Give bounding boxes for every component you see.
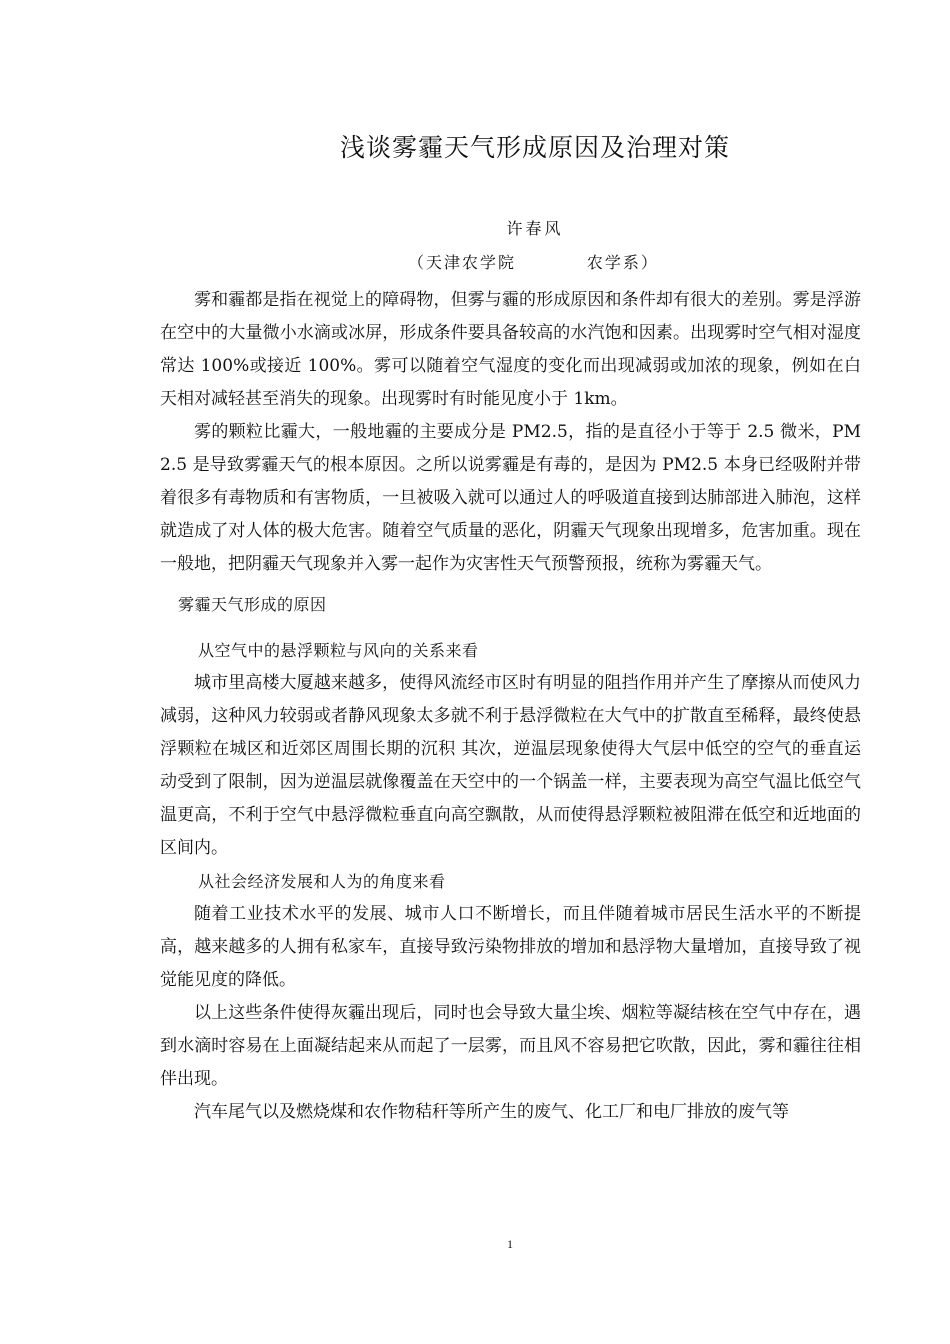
subsection-1-paragraph: 城市里高楼大厦越来越多，使得风流经市区时有明显的阻挡作用并产生了摩擦从而使风力减弱，这种风力较弱或者静风现象太多就不利于悬浮微粒在大气中的扩散直至稀释，最终使悬浮颗粒在城区和近郊区周围长期的沉积 其次，逆温层现象使得大气层中低空的空气的垂直运动受到了限制，因为逆温层就像覆盖在天空中的一个锅盖一样，主要表现为高空气温比低空气温更高，不利于空气中悬浮微粒垂直向高空飘散，从而使得悬浮颗粒被阻滞在低空和近地面的区间内。 bbox=[160, 673, 861, 858]
author-name: 许春风 bbox=[506, 219, 564, 238]
author-affiliation: （天津农学院 农学系） bbox=[408, 253, 659, 272]
intro-paragraph-2: 雾的颗粒比霾大，一般地霾的主要成分是 PM2.5，指的是直径小于等于 2.5 微米，PM2.5 是导致雾霾天气的根本原因。之所以说雾霾是有毒的，是因为 PM2.5 本身已经吸附并带着很多有毒物质和有害物质，一旦被吸入就可以通过人的呼吸道直接到达肺部进入肺泡，这样就造成了对人体的极大危害。随着空气质量的恶化，阴霾天气现象出现增多，危害加重。现在一般地，把阴霾天气现象并入雾一起作为灾害性天气预警预报，统称为雾霾天气。 bbox=[160, 422, 861, 574]
section-heading: 雾霾天气形成的原因 bbox=[178, 595, 327, 614]
subsection-2-paragraph-3: 汽车尾气以及燃烧煤和农作物秸秆等所产生的废气、化工厂和电厂排放的废气等 bbox=[194, 1102, 789, 1122]
intro-paragraph-1: 雾和霾都是指在视觉上的障碍物，但雾与霾的形成原因和条件却有很大的差别。雾是浮游在空中的大量微小水滴或冰屏，形成条件要具备较高的水汽饱和因素。出现雾时空气相对湿度常达 100%或接近 100%。雾可以随着空气湿度的变化而出现减弱或加浓的现象，例如在白天相对减轻甚至消失的现象。出现雾时有时能见度小于 1km。 bbox=[160, 290, 861, 409]
page-number: 1 bbox=[507, 1237, 513, 1251]
document-title: 浅谈雾霾天气形成原因及治理对策 bbox=[339, 133, 730, 162]
document-body bbox=[160, 284, 861, 1129]
subsection-2-paragraph-1: 随着工业技术水平的发展、城市人口不断增长，而且伴随着城市居民生活水平的不断提高，越来越多的人拥有私家车，直接导致污染物排放的增加和悬浮物大量增加，直接导致了视觉能见度的降低。 bbox=[160, 904, 861, 990]
subsection-heading-2: 从社会经济发展和人为的角度来看 bbox=[198, 872, 446, 891]
subsection-heading-1: 从空气中的悬浮颗粒与风向的关系来看 bbox=[198, 641, 479, 660]
subsection-2-paragraph-2: 以上这些条件使得灰霾出现后，同时也会导致大量尘埃、烟粒等凝结核在空气中存在，遇到水滴时容易在上面凝结起来从而起了一层雾，而且风不容易把它吹散，因此，雾和霾往往相伴出现。 bbox=[160, 1003, 861, 1089]
